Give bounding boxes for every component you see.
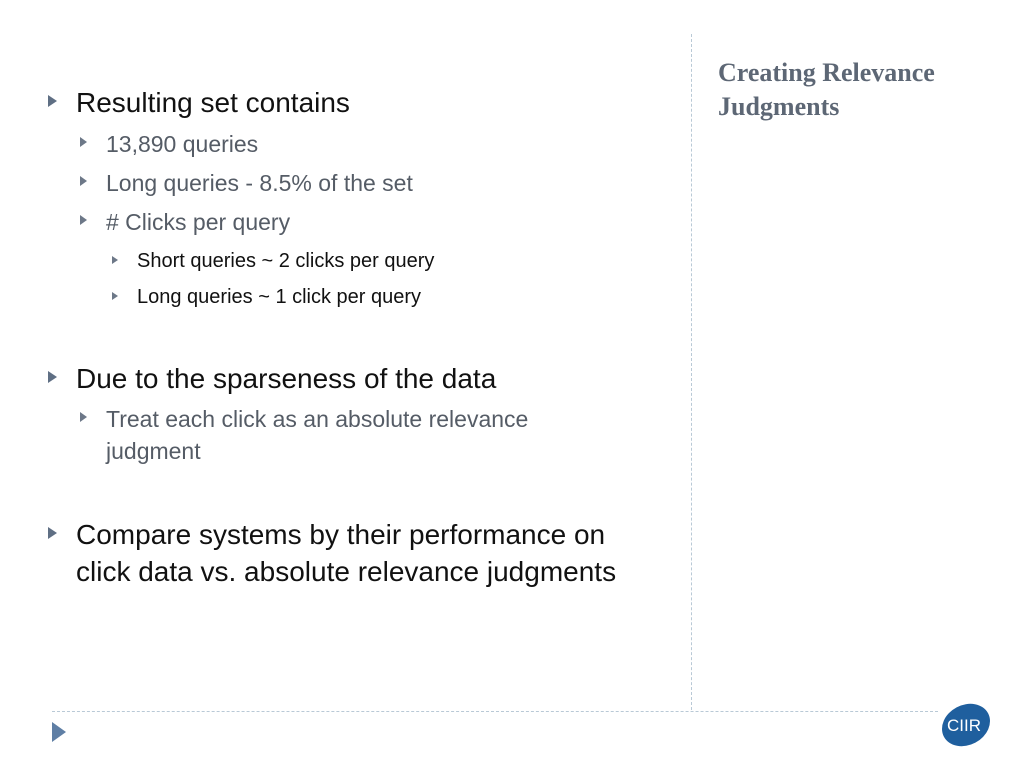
bullet-level1 <box>48 84 648 121</box>
bullet-level1 <box>48 360 648 397</box>
bullet-triangle-icon <box>48 95 57 107</box>
logo-text: CIIR <box>947 716 981 735</box>
bullet-triangle-icon <box>48 371 57 383</box>
bullet-text: Resulting set contains <box>76 87 350 118</box>
vertical-divider <box>691 34 692 710</box>
bullet-level2 <box>80 167 640 199</box>
bullet-text: # Clicks per query <box>106 209 291 235</box>
bullet-level2 <box>80 128 640 160</box>
bullet-text: Long queries ~ 1 click per query <box>137 286 422 308</box>
bullet-level1 <box>48 516 638 590</box>
bullet-triangle-icon <box>80 137 87 147</box>
bullet-triangle-icon <box>80 176 87 186</box>
bullet-triangle-icon <box>80 215 87 225</box>
bullet-text: 13,890 queries <box>106 131 259 157</box>
horizontal-divider <box>52 711 938 712</box>
bullet-level2 <box>80 206 640 238</box>
bullet-text: Treat each click as an absolute relevance judgment <box>106 406 529 464</box>
slide-title: Creating Relevance Judgments <box>718 58 935 121</box>
bullet-text: Short queries ~ 2 clicks per query <box>137 250 435 272</box>
bullet-text: Long queries - 8.5% of the set <box>106 170 413 196</box>
bullet-triangle-icon <box>112 292 118 300</box>
bullet-level3 <box>112 283 632 311</box>
bullet-triangle-icon <box>112 256 118 264</box>
bullet-text: Due to the sparseness of the data <box>76 363 497 394</box>
bullet-triangle-icon <box>80 412 87 422</box>
bullet-level2 <box>80 403 620 467</box>
bullet-triangle-icon <box>48 527 57 539</box>
next-slide-arrow-icon[interactable] <box>52 722 66 742</box>
bullet-text: Compare systems by their performance on click data vs. absolute relevance judgments <box>76 519 617 587</box>
bullet-level3 <box>112 247 632 275</box>
ciir-logo <box>938 700 994 750</box>
